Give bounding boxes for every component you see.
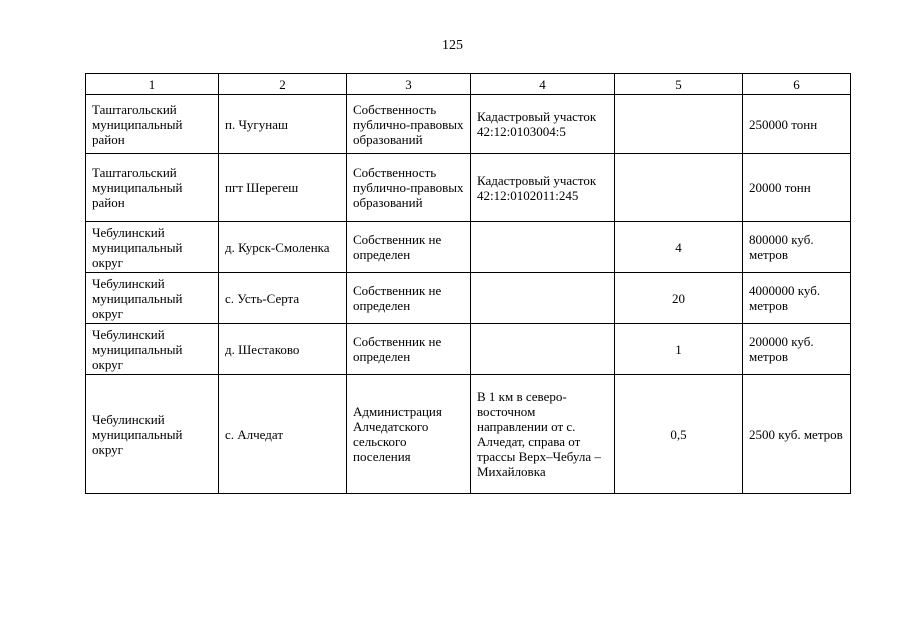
table-row bbox=[86, 154, 851, 222]
settlement-cell: с. Усть-Серта bbox=[219, 273, 347, 324]
settlement-cell: пгт Шерегеш bbox=[219, 154, 347, 222]
area-cell: 1 bbox=[615, 324, 743, 375]
owner-cell: Администрация Алчедатского сельского поселения bbox=[347, 375, 471, 494]
area-cell: 4 bbox=[615, 222, 743, 273]
location-cell: Кадастровый участок 42:12:0103004:5 bbox=[471, 95, 615, 154]
column-header-5: 5 bbox=[615, 74, 743, 95]
settlement-cell: д. Курск-Смоленка bbox=[219, 222, 347, 273]
registry-table bbox=[85, 73, 851, 494]
area-cell: 0,5 bbox=[615, 375, 743, 494]
district-cell: Таштагольский муниципальный район bbox=[86, 95, 219, 154]
settlement-cell: с. Алчедат bbox=[219, 375, 347, 494]
table-row bbox=[86, 222, 851, 273]
location-cell bbox=[471, 222, 615, 273]
table-row bbox=[86, 273, 851, 324]
table-row bbox=[86, 375, 851, 494]
volume-cell: 250000 тонн bbox=[743, 95, 851, 154]
table-header-row bbox=[86, 74, 851, 95]
column-header-2: 2 bbox=[219, 74, 347, 95]
location-cell: Кадастровый участок 42:12:0102011:245 bbox=[471, 154, 615, 222]
table-row bbox=[86, 95, 851, 154]
volume-cell: 200000 куб. метров bbox=[743, 324, 851, 375]
owner-cell: Собственник не определен bbox=[347, 324, 471, 375]
area-cell: 20 bbox=[615, 273, 743, 324]
owner-cell: Собственность публично-правовых образований bbox=[347, 154, 471, 222]
volume-cell: 2500 куб. метров bbox=[743, 375, 851, 494]
owner-cell: Собственность публично-правовых образований bbox=[347, 95, 471, 154]
location-cell bbox=[471, 324, 615, 375]
settlement-cell: д. Шестаково bbox=[219, 324, 347, 375]
district-cell: Чебулинский муниципальный округ bbox=[86, 375, 219, 494]
district-cell: Чебулинский муниципальный округ bbox=[86, 324, 219, 375]
owner-cell: Собственник не определен bbox=[347, 222, 471, 273]
location-cell bbox=[471, 273, 615, 324]
volume-cell: 4000000 куб. метров bbox=[743, 273, 851, 324]
owner-cell: Собственник не определен bbox=[347, 273, 471, 324]
area-cell bbox=[615, 95, 743, 154]
settlement-cell: п. Чугунаш bbox=[219, 95, 347, 154]
page-number: 125 bbox=[442, 38, 463, 53]
district-cell: Чебулинский муниципальный округ bbox=[86, 273, 219, 324]
volume-cell: 20000 тонн bbox=[743, 154, 851, 222]
column-header-1: 1 bbox=[86, 74, 219, 95]
location-cell: В 1 км в северо-восточном направлении от с. Алчедат, справа от трассы Верх–Чебула – Михайловка bbox=[471, 375, 615, 494]
table-row bbox=[86, 324, 851, 375]
district-cell: Таштагольский муниципальный район bbox=[86, 154, 219, 222]
column-header-3: 3 bbox=[347, 74, 471, 95]
column-header-6: 6 bbox=[743, 74, 851, 95]
area-cell bbox=[615, 154, 743, 222]
district-cell: Чебулинский муниципальный округ bbox=[86, 222, 219, 273]
volume-cell: 800000 куб. метров bbox=[743, 222, 851, 273]
column-header-4: 4 bbox=[471, 74, 615, 95]
